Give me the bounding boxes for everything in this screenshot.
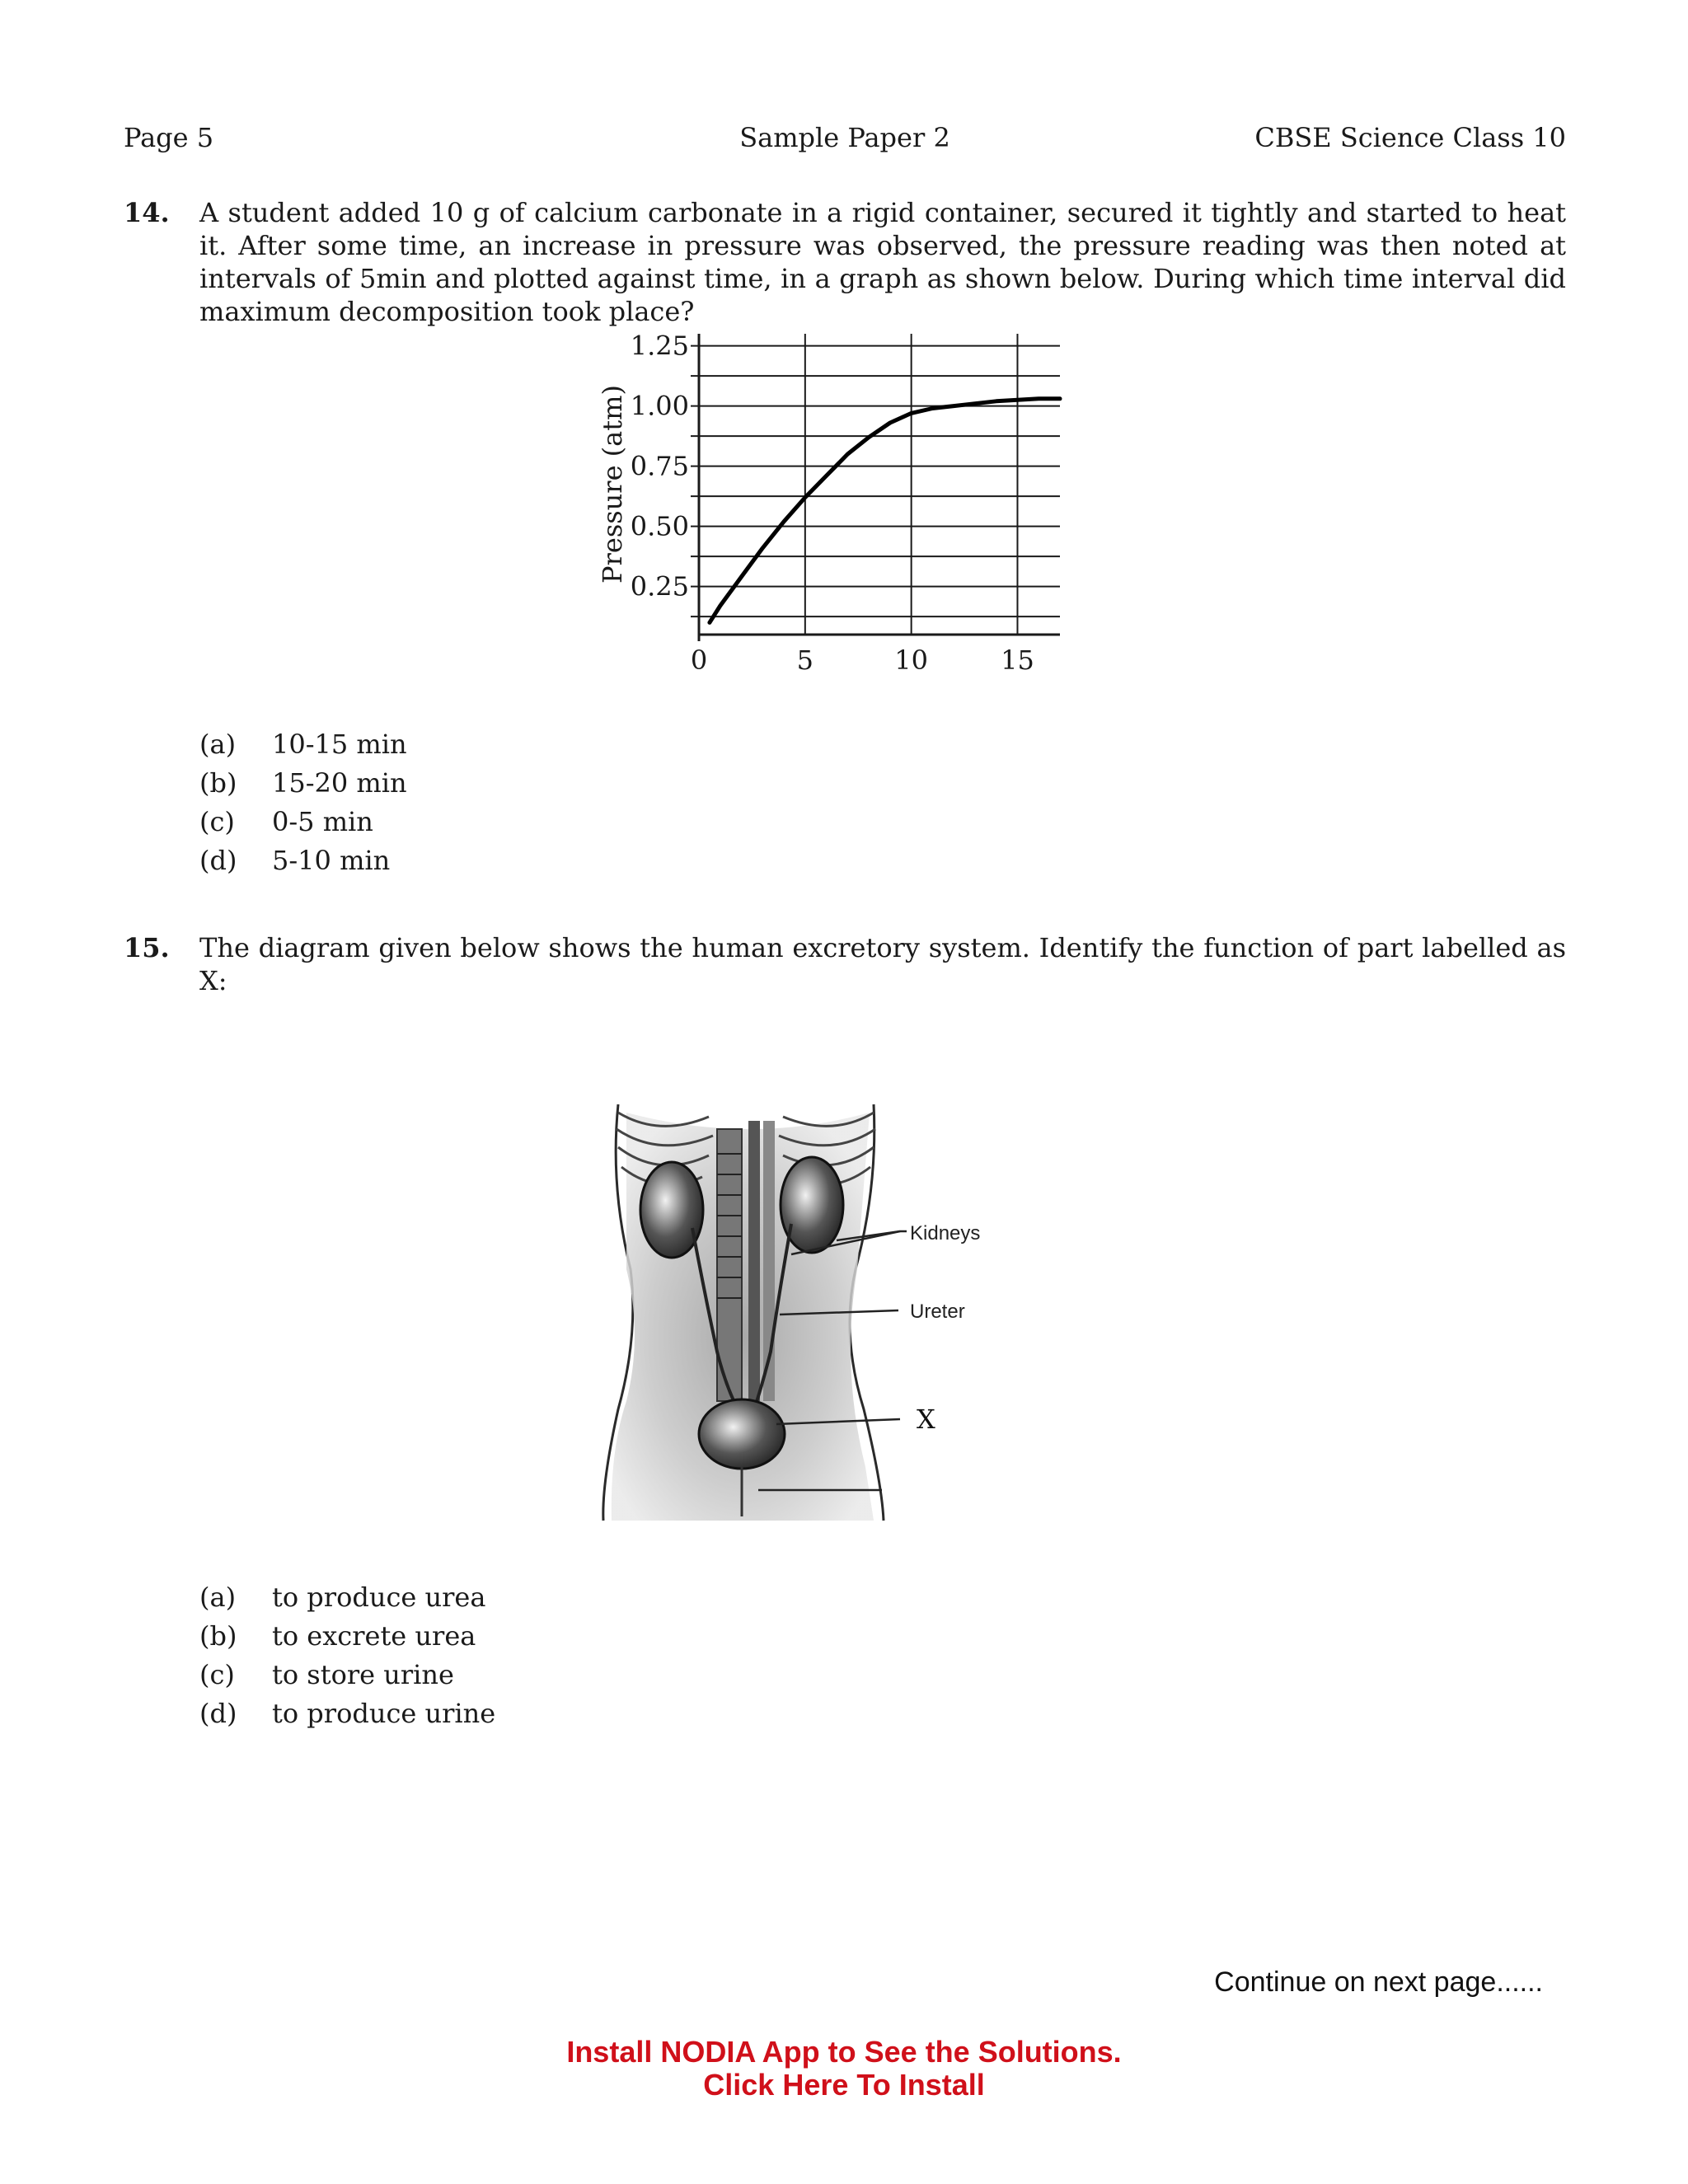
option-d[interactable] <box>199 1694 495 1733</box>
option-c[interactable] <box>199 803 407 841</box>
option-label: (d) <box>199 1698 237 1729</box>
y-tick-label: 1.25 <box>630 330 689 362</box>
option-label: (c) <box>199 1659 235 1690</box>
option-label: (a) <box>199 729 237 760</box>
option-text: 0-5 min <box>272 806 373 837</box>
option-d[interactable] <box>199 841 407 880</box>
page-number: Page 5 <box>124 122 214 153</box>
option-label: (d) <box>199 845 237 876</box>
pressure-curve <box>710 399 1060 623</box>
option-b[interactable] <box>199 1617 495 1656</box>
pressure-time-chart <box>593 330 1088 692</box>
option-label: (b) <box>199 767 237 799</box>
install-promo[interactable] <box>0 2036 1688 2102</box>
page-header <box>124 122 1566 158</box>
option-c[interactable] <box>199 1656 495 1694</box>
chart-svg <box>593 330 1088 692</box>
x-tick-label: 10 <box>894 644 929 676</box>
question-number: 15. <box>124 932 170 963</box>
y-axis-title: Pressure (atm) <box>597 385 628 583</box>
option-text: 15-20 min <box>272 767 407 799</box>
y-tick-label: 1.00 <box>630 390 689 422</box>
option-text: to produce urea <box>272 1582 486 1613</box>
x-tick-label: 0 <box>690 644 708 676</box>
kidneys-label: Kidneys <box>910 1222 981 1244</box>
install-promo-line1[interactable]: Install NODIA App to See the Solutions. <box>566 2035 1122 2069</box>
ureter-label: Ureter <box>910 1301 965 1323</box>
question-text: The diagram given below shows the human excretory system. Identify the function of part labelled as X: <box>199 932 1566 996</box>
q14-options <box>199 725 407 880</box>
q15-options <box>199 1578 495 1733</box>
y-tick-label: 0.75 <box>630 450 689 482</box>
option-label: (c) <box>199 806 235 837</box>
option-text: to excrete urea <box>272 1620 476 1652</box>
question-14 <box>124 196 1566 328</box>
option-label: (a) <box>199 1582 237 1613</box>
y-tick-label: 0.50 <box>630 510 689 542</box>
continue-notice: Continue on next page...... <box>1214 1966 1543 1998</box>
subject-title: CBSE Science Class 10 <box>1254 122 1566 153</box>
option-a[interactable] <box>199 725 407 764</box>
install-link[interactable]: Click Here To Install <box>703 2068 985 2102</box>
x-tick-label: 5 <box>796 644 814 676</box>
option-a[interactable] <box>199 1578 495 1617</box>
excretory-system-illustration <box>593 1022 1071 1541</box>
paper-title: Sample Paper 2 <box>739 122 950 153</box>
y-tick-label: 0.25 <box>630 570 689 602</box>
x-tick-label: 15 <box>1001 644 1034 676</box>
option-label: (b) <box>199 1620 237 1652</box>
question-15 <box>124 931 1566 997</box>
option-text: to store urine <box>272 1659 454 1690</box>
question-number: 14. <box>124 197 170 228</box>
option-text: 10-15 min <box>272 729 407 760</box>
option-text: 5-10 min <box>272 845 391 876</box>
question-text: A student added 10 g of calcium carbonate in a rigid container, secured it tightly and started to heat it. After some time, an increase in pressure was observed, the pressure reading was then noted at intervals of 5min and plotted against time, in a graph as shown below. During which time interval did maximum decomposition took place? <box>199 197 1566 327</box>
x-label: X <box>917 1404 935 1435</box>
option-b[interactable] <box>199 764 407 803</box>
option-text: to produce urine <box>272 1698 496 1729</box>
excretory-system-diagram <box>593 1022 1071 1541</box>
